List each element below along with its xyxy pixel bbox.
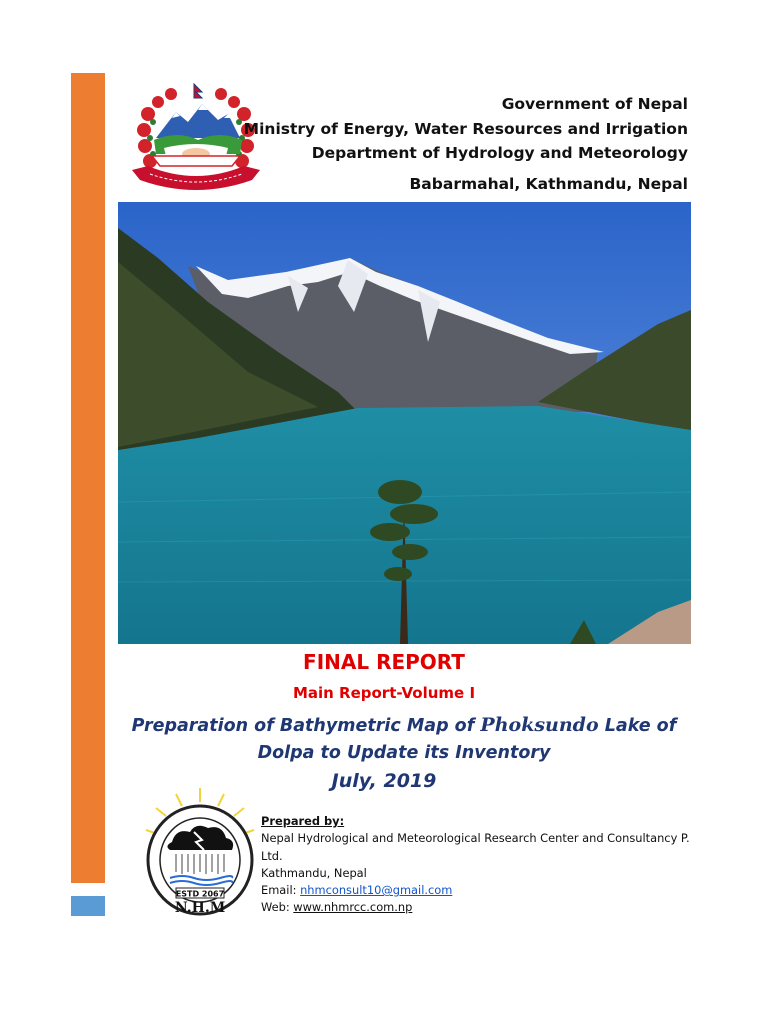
- report-date: July, 2019: [331, 770, 437, 792]
- report-title-part1: Preparation of Bathymetric Map of: [131, 716, 481, 736]
- volume-subheading: Main Report-Volume I: [292, 684, 476, 702]
- report-title: [108, 712, 700, 767]
- phoksundo-lake-photo: [118, 202, 691, 644]
- prepared-by-block: [261, 813, 701, 917]
- final-report-heading: FINAL REPORT: [303, 650, 465, 674]
- email-link[interactable]: nhmconsult10@gmail.com: [300, 883, 453, 898]
- blue-side-square: [71, 896, 105, 916]
- report-title-lake: Phoksundo: [480, 714, 599, 736]
- department-address: Babarmahal, Kathmandu, Nepal: [409, 174, 688, 193]
- report-title-part2: Lake of Dolpa to Update its Inventory: [257, 716, 677, 763]
- department-heading: Department of Hydrology and Meteorology: [311, 144, 688, 162]
- orange-side-bar: [71, 73, 105, 883]
- nhm-estd-label: ESTD 2067: [175, 889, 225, 899]
- prepared-by-heading: Prepared by:: [261, 814, 345, 828]
- government-heading: Government of Nepal: [501, 95, 688, 113]
- preparer-web-line: [261, 899, 701, 916]
- web-link[interactable]: www.nhmrcc.com.np: [293, 900, 413, 915]
- nhm-logo-icon: [142, 788, 258, 918]
- ministry-heading: Ministry of Energy, Water Resources and Irrigation: [243, 119, 688, 138]
- preparer-organization: Nepal Hydrological and Meteorological Research Center and Consultancy P. Ltd.: [261, 831, 690, 863]
- web-label: Web:: [261, 900, 294, 915]
- preparer-email-line: [261, 882, 701, 899]
- preparer-location: Kathmandu, Nepal: [261, 865, 367, 880]
- email-label: Email:: [261, 883, 301, 898]
- nhm-abbreviation: N.H.M: [174, 900, 226, 916]
